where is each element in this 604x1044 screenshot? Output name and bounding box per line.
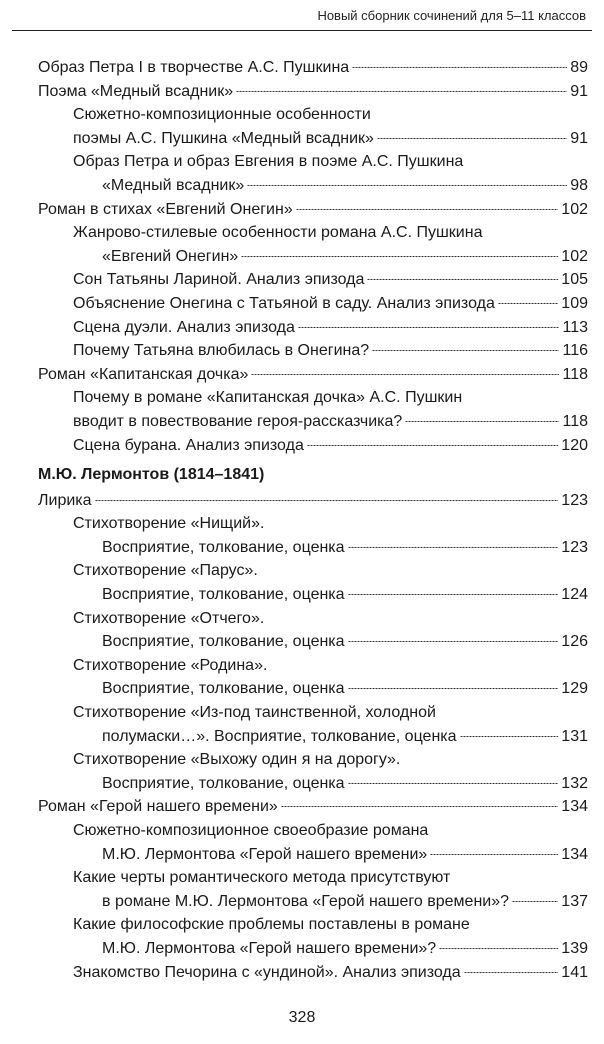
toc-entry [38,363,588,387]
running-header-title: Новый сборник сочинений для 5–11 классов [317,8,586,23]
toc-entry [38,961,588,985]
toc-entry-page: 126 [561,633,588,651]
toc-entry [38,434,588,458]
toc-entry-title-line: Стихотворение «Отчего». [73,609,265,627]
toc-entry-title: Поэма «Медный всадник» [38,82,234,100]
toc-entry-title-line: Сюжетно-композиционное своеобразие романа [73,822,429,839]
toc-entry [38,198,588,222]
dot-leader [460,736,559,737]
toc-entry-title-line: Стихотворение «Парус». [73,562,258,580]
toc-entry [38,725,588,749]
dot-leader [247,185,567,186]
toc-entry-title: Образ Петра I в творчестве А.С. Пушкина [38,59,350,76]
toc-entry-page: 91 [570,129,588,147]
dot-leader [377,138,567,139]
toc-entry-title-line: Стихотворение «Из-под таинственной, холодной [73,704,436,722]
toc-entry-title-line: Стихотворение «Родина». [73,656,268,674]
toc-entry [38,80,588,104]
toc-entry [38,410,588,434]
dot-leader [251,374,559,375]
toc-entry-title: Роман «Капитанская дочка» [38,365,249,383]
toc-entry-title: Сцена дуэли. Анализ эпизода [73,318,295,336]
toc-entry [38,536,588,560]
toc-entry [38,292,588,316]
dot-leader [348,641,559,642]
dot-leader [348,594,559,595]
dot-leader [464,972,559,973]
toc-entry-title: Знакомство Печорина с «ундиной». Анализ эпизода [73,963,461,981]
dot-leader [241,256,558,257]
toc-entry [38,316,588,340]
toc-entry [38,56,588,80]
toc-entry-title: поэмы А.С. Пушкина «Медный всадник» [73,129,374,147]
toc-entry-title: Лирика [38,491,92,509]
dot-leader [236,91,567,92]
dot-leader [498,303,558,304]
page-number: 328 [288,1009,316,1026]
toc-entry-page: 137 [561,892,588,910]
toc-entry-title-line: Какие философские проблемы поставлены в романе [73,916,470,934]
toc-entry-title: М.Ю. Лермонтова «Герой нашего времени» [102,845,428,863]
toc-entry-title: Восприятие, толкование, оценка [102,538,345,556]
toc-entry-title-line: Стихотворение «Выхожу один я на дорогу». [73,751,401,769]
toc-entry-title-line: Почему в романе «Капитанская дочка» А.С. Пушкин [73,389,463,407]
toc-entry-title: Объяснение Онегина с Татьяной в саду. Анализ эпизода [73,294,495,312]
toc-entry-title: Роман в стихах «Евгений Онегин» [38,200,293,218]
toc-entry-title: Почему Татьяна влюбилась в Онегина? [73,342,370,360]
toc-entry [38,583,588,607]
toc-entry [38,268,588,292]
toc-entry-title: Восприятие, толкование, оценка [102,586,345,604]
toc-entry-page: 109 [561,294,588,312]
toc-entry [38,630,588,654]
toc-entry-page: 124 [561,586,588,604]
toc-entry-title-line: Какие черты романтического метода присутствуют [73,869,451,887]
toc-entry-page: 123 [561,491,588,509]
toc-entry [38,795,588,819]
toc-entry-title: Роман «Герой нашего времени» [38,798,278,816]
dot-leader [405,421,559,422]
toc-entry [38,245,588,269]
dot-leader [439,948,558,949]
toc-entry-page: 120 [561,436,588,454]
toc-entry [38,843,588,867]
dot-leader [512,901,558,902]
toc-entry [38,937,588,961]
toc-entry [38,772,588,796]
toc-entry-title: «Евгений Онегин» [102,247,239,265]
toc-entry-page: 102 [561,200,588,218]
table-of-contents [38,56,588,984]
dot-leader [348,783,559,784]
toc-entry-page: 141 [561,963,588,981]
dot-leader [430,854,558,855]
toc-entry-page: 116 [562,342,588,360]
running-header [12,0,592,31]
toc-entry-page: 129 [561,680,588,698]
toc-entry [38,890,588,914]
toc-entry [38,339,588,363]
toc-entry-page: 131 [561,727,588,745]
toc-entry-title-line: Жанрово-стилевые особенности романа А.С. Пушкина [73,224,483,242]
toc-entry-title: Восприятие, толкование, оценка [102,774,345,792]
toc-entry [38,127,588,151]
toc-entry-page: 113 [562,318,588,336]
toc-entry-title: Сон Татьяны Лариной. Анализ эпизода [73,271,365,289]
dot-leader [281,806,559,807]
dot-leader [296,209,559,210]
dot-leader [95,500,559,501]
toc-entry-page: 134 [561,798,588,816]
toc-entry-page: 89 [570,59,588,76]
toc-entry [38,174,588,198]
toc-entry [38,489,588,513]
toc-entry-page: 139 [561,939,588,957]
toc-entry-title-line: Сюжетно-композиционные особенности [73,106,371,124]
toc-entry-title: Восприятие, толкование, оценка [102,680,345,698]
dot-leader [348,688,559,689]
toc-entry-page: 91 [570,82,588,100]
toc-entry-page: 98 [570,176,588,194]
toc-entry-title-line: Стихотворение «Нищий». [73,515,265,533]
section-heading: М.Ю. Лермонтов (1814–1841) [38,466,265,484]
toc-entry-title: «Медный всадник» [102,176,245,194]
toc-entry-page: 105 [561,271,588,289]
toc-entry-title: Сцена бурана. Анализ эпизода [73,436,304,454]
toc-entry-page: 132 [561,774,588,792]
dot-leader [298,327,560,328]
toc-entry-title: Восприятие, толкование, оценка [102,633,345,651]
toc-entry [38,677,588,701]
toc-entry-page: 118 [562,412,588,430]
dot-leader [352,67,567,68]
toc-entry-title: М.Ю. Лермонтова «Герой нашего времени»? [102,939,437,957]
dot-leader [372,350,559,351]
dot-leader [367,279,558,280]
toc-entry-title: полумаски…». Восприятие, толкование, оценка [102,727,457,745]
toc-entry-page: 123 [561,538,588,556]
toc-entry-page: 102 [561,247,588,265]
toc-entry-title: в романе М.Ю. Лермонтова «Герой нашего времени»? [102,892,510,910]
toc-entry-title-line: Образ Петра и образ Евгения в поэме А.С. Пушкина [73,153,464,171]
toc-entry-page: 118 [562,365,588,383]
toc-entry-title: вводит в повествование героя-рассказчика? [73,412,403,430]
dot-leader [307,445,558,446]
dot-leader [348,547,559,548]
toc-entry-page: 134 [561,845,588,863]
